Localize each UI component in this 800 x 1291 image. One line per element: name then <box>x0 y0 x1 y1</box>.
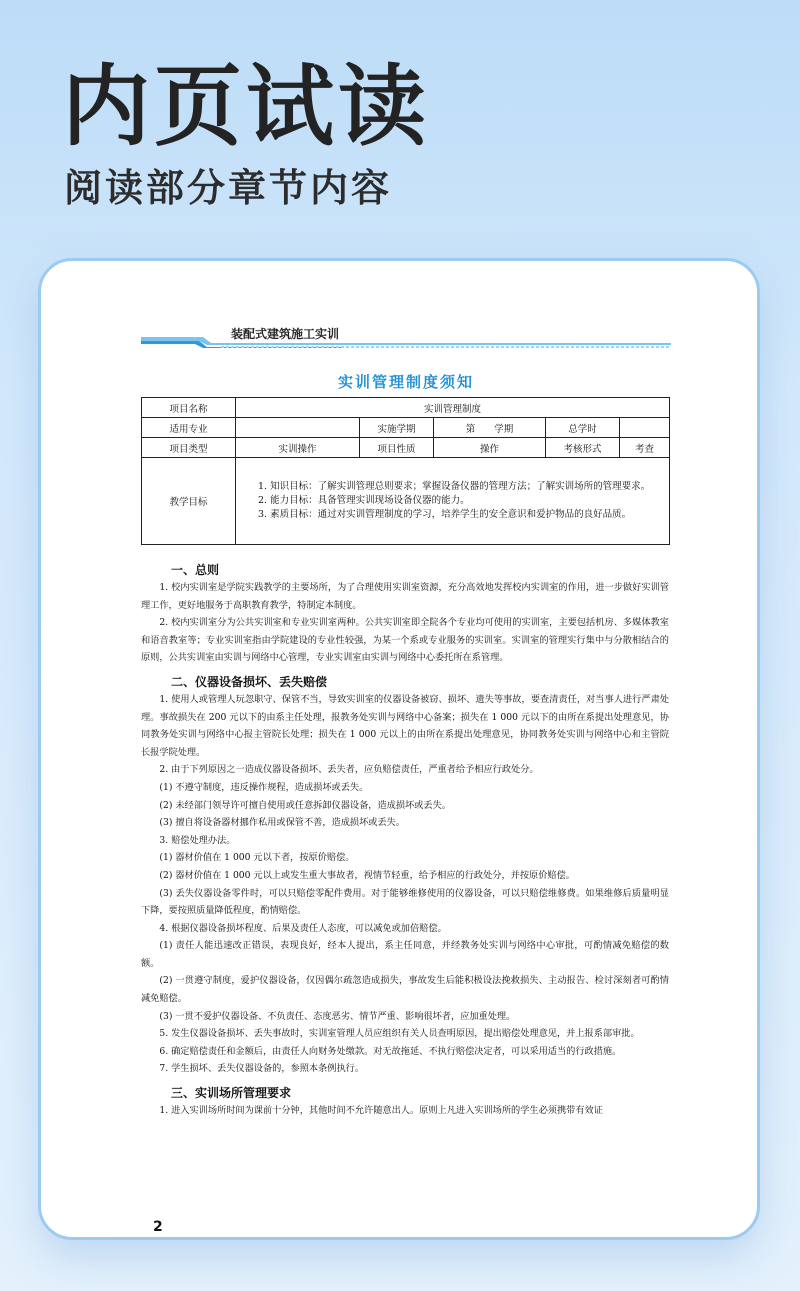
paragraph: 1. 进入实训场所时间为课前十分钟，其他时间不允许随意出人。原则上凡进入实训场所的学生必须携带有效证 <box>159 1105 603 1117</box>
section-heading: 三、实训场所管理要求 <box>171 1086 292 1101</box>
paragraph: 2. 由于下列原因之一造成仪器设备损坏、丢失者，应负赔偿责任，严重者给予相应行政处分。 <box>159 764 539 776</box>
running-head: 装配式建筑施工实训 <box>231 327 340 341</box>
project-info-table <box>141 397 670 545</box>
paragraph: 1. 使用人或管理人玩忽职守、保管不当，导致实训室的仪器设备被窃、损坏、遗失等事故，要查清责任，对当事人进行严肃处理。事故损失在 200 元以下的由系主任处理，报教务处实训与网络中心备案；损失在 1 000 元以下的由所在系提出处理意见，协同教务处实训与网络中心报主管院长处理；损失在 1 000 元以上的由所在系提出处理意见，协同教务处实训与网络中心和主管院长报学院处理。 <box>141 693 669 758</box>
paragraph: 2. 校内实训室分为公共实训室和专业实训室两种。公共实训室即全院各个专业均可使用的实训室，主要包括机房、多媒体教室和语音教室等；专业实训室指由学院建设的专业性较强，为某一个系或专业服务的实训室。实训室的管理实行集中与分散相结合的原则，公共实训室由实训与网络中心管理，专业实训室由实训与网络中心委托所在系管理。 <box>141 617 669 664</box>
goal-line: 3. 素质目标：通过对实训管理制度的学习，培养学生的安全意识和爱护物品的良好品质。 <box>258 509 632 520</box>
hours-label: 总学时 <box>546 418 620 438</box>
hero-title: 内页试读 <box>62 55 431 158</box>
paragraph: 5. 发生仪器设备损坏、丢失事故时，实训室管理人员应组织有关人员查明原因，提出赔偿处理意见，并上报系部审批。 <box>159 1028 640 1040</box>
document-body <box>141 555 669 1120</box>
preview-card <box>38 258 760 1240</box>
paragraph: 4. 根据仪器设备损坏程度、后果及责任人态度，可以减免或加倍赔偿。 <box>159 922 447 934</box>
semester-label: 实施学期 <box>360 418 434 438</box>
paragraph: (1) 器材价值在 1 000 元以下者，按原价赔偿。 <box>159 852 355 864</box>
hours-value <box>620 418 670 438</box>
section-heading: 二、仪器设备损坏、丢失赔偿 <box>171 674 328 689</box>
paragraph: 6. 确定赔偿责任和金额后，由责任人向财务处缴款。对无故拖延、不执行赔偿决定者，可以采用适当的行政措施。 <box>159 1045 622 1057</box>
paragraph: (3) 擅自将设备器材挪作私用或保管不善，造成损坏或丢失。 <box>159 817 406 829</box>
nature-value: 操作 <box>434 438 546 458</box>
item-name-label: 项目名称 <box>142 398 236 418</box>
section-heading: 一、总则 <box>171 563 220 577</box>
paragraph: (2) 未经部门领导许可擅自使用或任意拆卸仪器设备，造成损坏或丢失。 <box>159 799 451 811</box>
type-label: 项目类型 <box>142 438 236 458</box>
hero-subtitle: 阅读部分章节内容 <box>64 166 393 210</box>
paragraph: (1) 不遵守制度，违反操作规程，造成损坏或丢失。 <box>159 781 369 793</box>
table-row <box>142 438 670 458</box>
nature-label: 项目性质 <box>360 438 434 458</box>
goals-label: 教学目标 <box>142 458 236 545</box>
paragraph: (3) 一贯不爱护仪器设备、不负责任、态度恶劣、情节严重、影响很坏者，应加重处理。 <box>159 1010 516 1022</box>
paragraph: (3) 丢失仪器设备零件时，可以只赔偿零配件费用。对于能够维修使用的仪器设备，可以只赔偿维修费。如果维修后质量明显下降，要按照质量降低程度，酌情赔偿。 <box>141 887 669 917</box>
table-row <box>142 458 670 545</box>
header-band-decoration <box>141 335 671 349</box>
paragraph: (2) 器材价值在 1 000 元以上或发生重大事故者，视情节轻重，给予相应的行政处分，并按原价赔偿。 <box>159 869 575 881</box>
table-row <box>142 418 670 438</box>
item-name-value: 实训管理制度 <box>236 398 670 418</box>
goals-cell <box>236 458 670 545</box>
goal-line: 1. 知识目标：了解实训管理总则要求；掌握设备仪器的管理方法；了解实训场所的管理要求。 <box>258 481 651 492</box>
paragraph: 3. 赔偿处理办法。 <box>159 834 236 846</box>
assess-value: 考查 <box>620 438 670 458</box>
major-label: 适用专业 <box>142 418 236 438</box>
assess-label: 考核形式 <box>546 438 620 458</box>
paragraph: (2) 一贯遵守制度，爱护仪器设备，仅因偶尔疏忽造成损失，事故发生后能积极设法挽救损失、主动报告、检讨深刻者可酌情减免赔偿。 <box>141 975 669 1005</box>
goal-line: 2. 能力目标：具备管理实训现场设备仪器的能力。 <box>258 495 470 506</box>
semester-value: 第 学期 <box>434 418 546 438</box>
document-title: 实训管理制度须知 <box>337 373 474 391</box>
paragraph: 7. 学生损坏、丢失仪器设备的，参照本条例执行。 <box>159 1063 365 1075</box>
paragraph: (1) 责任人能迅速改正错误，表现良好，经本人提出，系主任同意，并经教务处实训与网络中心审批，可酌情减免赔偿的数额。 <box>141 940 669 969</box>
type-value: 实训操作 <box>236 438 360 458</box>
page-number: 2 <box>153 1219 163 1235</box>
table-row <box>142 398 670 418</box>
major-value <box>236 418 360 438</box>
paragraph: 1. 校内实训室是学院实践教学的主要场所，为了合理使用实训室资源，充分高效地发挥校内实训室的作用，进一步做好实训管理工作，更好地服务于高职教育教学，特制定本制度。 <box>141 582 669 611</box>
